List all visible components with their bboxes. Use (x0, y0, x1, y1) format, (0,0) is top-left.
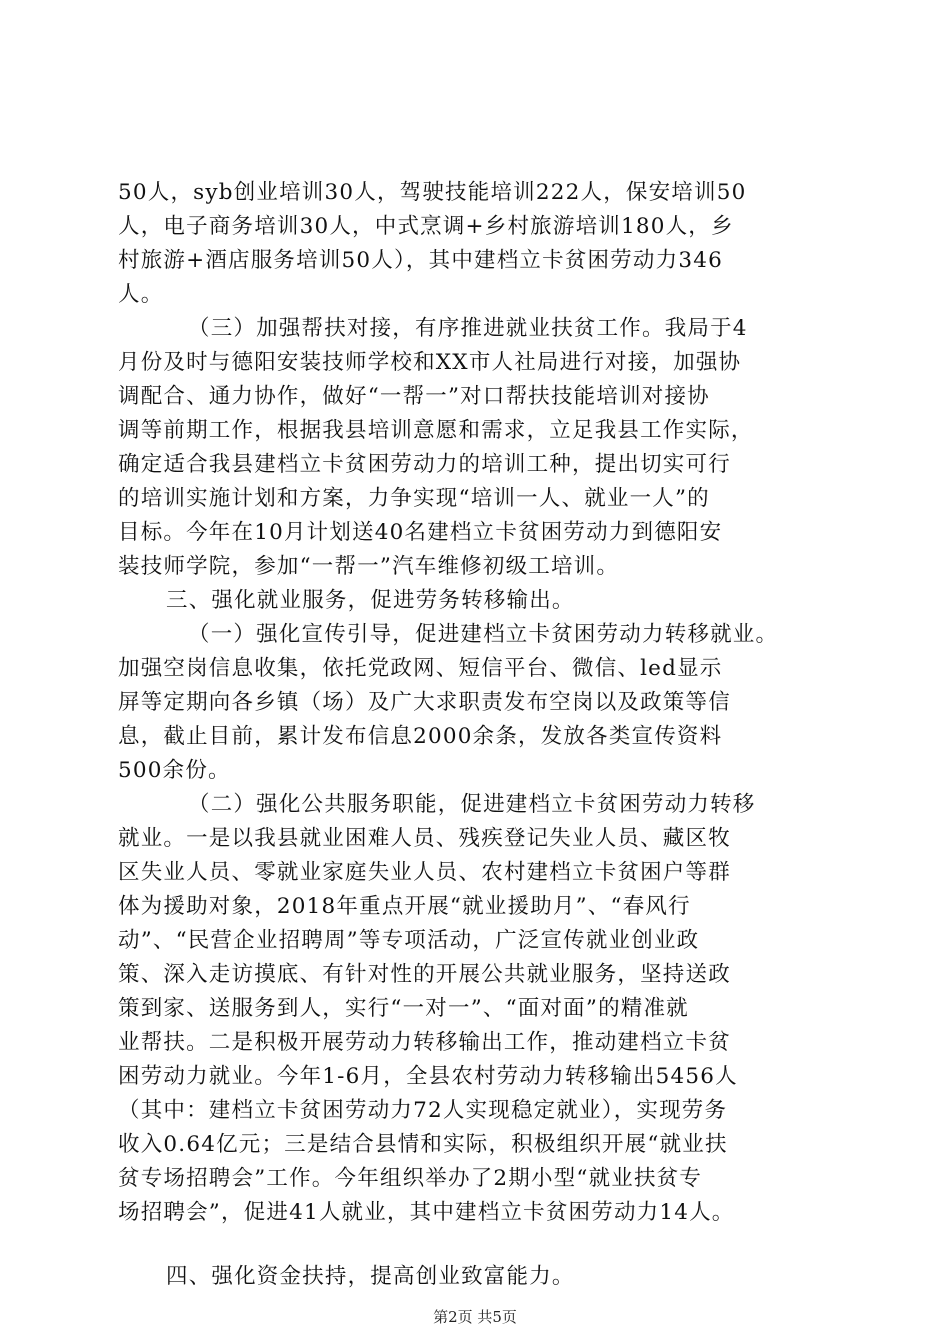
text-line: 调配合、通力协作，做好“一帮一”对口帮扶技能培训对接协 (118, 384, 710, 409)
text-line: 动”、“民营企业招聘周”等专项活动，广泛宣传就业创业政 (118, 928, 700, 953)
text-line: 体为援助对象，2018年重点开展“就业援助月”、“春风行 (118, 894, 691, 919)
text-line: 就业。一是以我县就业困难人员、残疾登记失业人员、藏区牧 (118, 826, 731, 851)
text-line: （三）加强帮扶对接，有序推进就业扶贫工作。我局于4 (188, 316, 748, 341)
text-line: 业帮扶。二是积极开展劳动力转移输出工作，推动建档立卡贫 (118, 1030, 731, 1055)
text-line: 目标。今年在10月计划送40名建档立卡贫困劳动力到德阳安 (118, 520, 723, 545)
text-line: 500余份。 (118, 758, 231, 783)
text-line: 调等前期工作，根据我县培训意愿和需求，立足我县工作实际， (118, 418, 754, 443)
text-line: 息，截止目前，累计发布信息2000余条，发放各类宣传资料 (118, 724, 723, 749)
text-line: 收入0.64亿元；三是结合县情和实际，积极组织开展“就业扶 (118, 1132, 728, 1157)
text-line: （一）强化宣传引导，促进建档立卡贫困劳动力转移就业。 (188, 622, 779, 647)
text-line: 人，电子商务培训30人，中式烹调+乡村旅游培训180人，乡 (118, 214, 734, 239)
text-line: 贫专场招聘会”工作。今年组织举办了2期小型“就业扶贫专 (118, 1166, 703, 1191)
text-line: 策到家、送服务到人，实行“一对一”、“面对面”的精准就 (118, 996, 689, 1021)
text-line: （其中：建档立卡贫困劳动力72人实现稳定就业），实现劳务 (118, 1098, 728, 1123)
text-line: 场招聘会”，促进41人就业，其中建档立卡贫困劳动力14人。 (118, 1200, 735, 1225)
text-line: 村旅游+酒店服务培训50人），其中建档立卡贫困劳动力346 (118, 248, 723, 273)
text-line: 50人，syb创业培训30人，驾驶技能培训222人，保安培训50 (118, 180, 747, 205)
text-line: 的培训实施计划和方案，力争实现“培训一人、就业一人”的 (118, 486, 710, 511)
text-line: 装技师学院，参加“一帮一”汽车维修初级工培训。 (118, 554, 620, 579)
text-line: 策、深入走访摸底、有针对性的开展公共就业服务，坚持送政 (118, 962, 731, 987)
text-line: 确定适合我县建档立卡贫困劳动力的培训工种，提出切实可行 (118, 452, 731, 477)
section-heading: 三、强化就业服务，促进劳务转移输出。 (166, 588, 575, 613)
text-line: 人。 (118, 282, 164, 307)
text-line: 加强空岗信息收集，依托党政网、短信平台、微信、led显示 (118, 656, 723, 681)
text-line: 困劳动力就业。今年1-6月，全县农村劳动力转移输出5456人 (118, 1064, 738, 1089)
text-line: 区失业人员、零就业家庭失业人员、农村建档立卡贫困户等群 (118, 860, 731, 885)
page-footer: 第2页 共5页 (433, 1308, 517, 1326)
text-line: （二）强化公共服务职能，促进建档立卡贫困劳动力转移 (188, 792, 756, 817)
text-line: 屏等定期向各乡镇（场）及广大求职责发布空岗以及政策等信 (118, 690, 731, 715)
section-heading: 四、强化资金扶持，提高创业致富能力。 (166, 1264, 575, 1289)
text-line: 月份及时与德阳安装技师学校和XX市人社局进行对接，加强协 (118, 350, 742, 375)
